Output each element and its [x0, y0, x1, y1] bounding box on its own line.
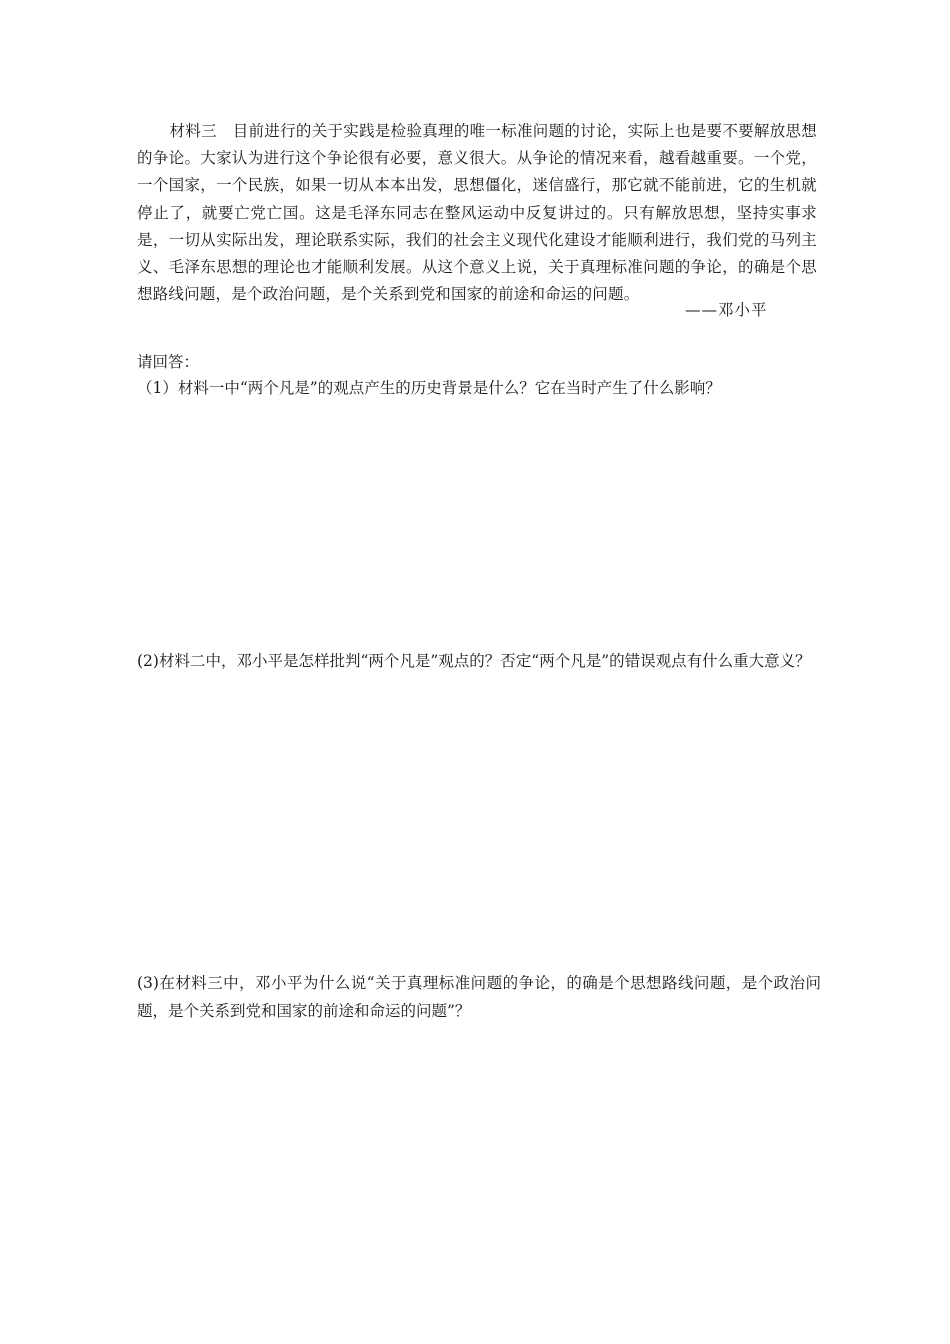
material-three-paragraph: 材料三 目前进行的关于实践是检验真理的唯一标准问题的讨论，实际上也是要不要解放思想的争论。大家认为进行这个争论很有必要，意义很大。从争论的情况来看，越看越重要。一个党，一个国家，一个民族，如果一切从本本出发，思想僵化，迷信盛行，那它就不能前进，它的生机就停止了，就要亡党亡国。这是毛泽东同志在整风运动中反复讲过的。只有解放思想，坚持实事求是，一切从实际出发，理论联系实际，我们的社会主义现代化建设才能顺利进行，我们党的马列主义、毛泽东思想的理论也才能顺利发展。从这个意义上说，关于真理标准问题的争论，的确是个思想路线问题，是个政治问题，是个关系到党和国家的前途和命运的问题。 — [137, 122, 817, 304]
question-3: (3)在材料三中，邓小平为什么说“关于真理标准问题的争论，的确是个思想路线问题，是个政治问题，是个关系到党和国家的前途和命运的问题”？ — [137, 974, 821, 1020]
question-1: （1）材料一中“两个凡是”的观点产生的历史背景是什么？它在当时产生了什么影响？ — [137, 379, 721, 397]
answer-prompt: 请回答： — [137, 353, 200, 371]
material-three-source: ——邓小平 — [685, 301, 768, 319]
question-2: (2)材料二中，邓小平是怎样批判“两个凡是”观点的？否定“两个凡是”的错误观点有什么重大意义？ — [137, 652, 811, 670]
